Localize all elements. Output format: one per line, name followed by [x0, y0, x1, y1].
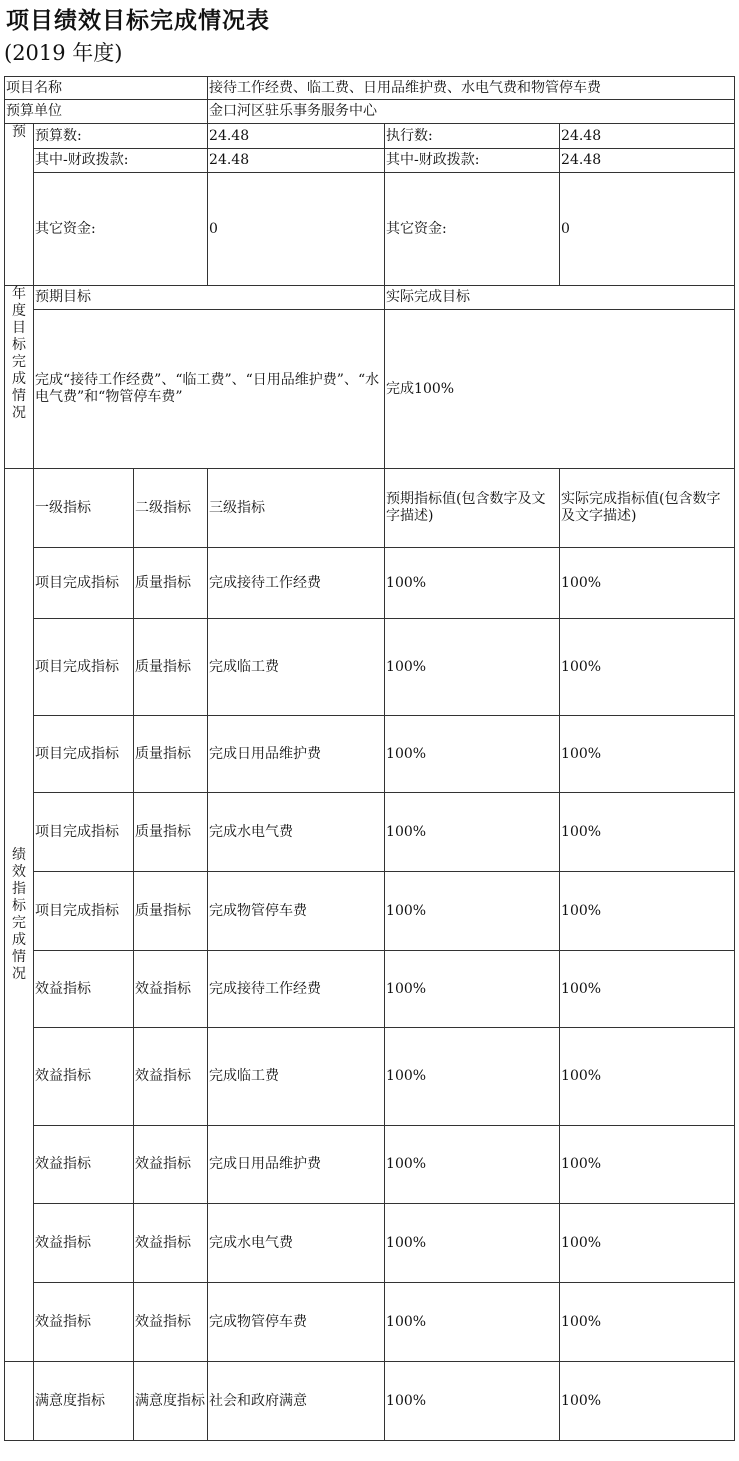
annual-section-label: 年度目标完成情况: [5, 286, 34, 469]
other-budget-value: 0: [208, 173, 385, 286]
exec-amount-label: 执行数:: [385, 124, 560, 149]
table-row: [5, 1283, 735, 1362]
level1-cell: 效益指标: [34, 1283, 134, 1362]
expected-value-cell: 100%: [385, 1362, 560, 1441]
table-row: [5, 1126, 735, 1204]
table-row: [5, 548, 735, 619]
level1-cell: 项目完成指标: [34, 619, 134, 716]
level3-cell: 完成接待工作经费: [208, 548, 385, 619]
expected-value-cell: 100%: [385, 793, 560, 872]
level2-cell: 效益指标: [134, 951, 208, 1028]
budget-amount-value: 24.48: [208, 124, 385, 149]
actual-value-cell: 100%: [560, 1028, 735, 1126]
other-exec-value: 0: [560, 173, 735, 286]
actual-value-cell: 100%: [560, 951, 735, 1028]
actual-value-cell: 100%: [560, 1126, 735, 1204]
budget-unit-row: [5, 100, 735, 124]
level3-cell: 完成临工费: [208, 1028, 385, 1126]
level3-header: 三级指标: [208, 469, 385, 548]
fiscal-budget-value: 24.48: [208, 149, 385, 173]
table-row: [5, 1204, 735, 1283]
fiscal-budget-label: 其中-财政拨款:: [34, 149, 208, 173]
expected-goal-text: 完成“接待工作经费”、“临工费”、“日用品维护费”、“水电气费”和“物管停车费”: [34, 310, 385, 469]
actual-goal-text: 完成100%: [385, 310, 735, 469]
expected-value-cell: 100%: [385, 548, 560, 619]
level1-cell: 效益指标: [34, 1126, 134, 1204]
table-row: [5, 716, 735, 793]
expected-value-cell: 100%: [385, 951, 560, 1028]
annual-content-row: [5, 310, 735, 469]
level3-cell: 社会和政府满意: [208, 1362, 385, 1441]
level1-cell: 项目完成指标: [34, 548, 134, 619]
exec-amount-value: 24.48: [560, 124, 735, 149]
actual-value-cell: 100%: [560, 793, 735, 872]
expected-value-cell: 100%: [385, 1283, 560, 1362]
level1-cell: 满意度指标: [34, 1362, 134, 1441]
expected-value-cell: 100%: [385, 872, 560, 951]
actual-value-cell: 100%: [560, 548, 735, 619]
level2-cell: 效益指标: [134, 1283, 208, 1362]
level2-cell: 质量指标: [134, 872, 208, 951]
level3-cell: 完成接待工作经费: [208, 951, 385, 1028]
annual-header-row: [5, 286, 735, 310]
project-name-value: 接待工作经费、临工费、日用品维护费、水电气费和物管停车费: [208, 77, 735, 100]
level3-cell: 完成水电气费: [208, 1204, 385, 1283]
fiscal-exec-label: 其中-财政拨款:: [385, 149, 560, 173]
fiscal-row: [5, 149, 735, 173]
level3-cell: 完成水电气费: [208, 793, 385, 872]
level2-cell: 质量指标: [134, 716, 208, 793]
level1-cell: 项目完成指标: [34, 872, 134, 951]
other-exec-label: 其它资金:: [385, 173, 560, 286]
level1-header: 一级指标: [34, 469, 134, 548]
level3-cell: 完成临工费: [208, 619, 385, 716]
page-title: 项目绩效目标完成情况表: [6, 8, 270, 34]
table-row: [5, 619, 735, 716]
table-row: [5, 1028, 735, 1126]
budget-amount-label: 预算数:: [34, 124, 208, 149]
budget-row: [5, 124, 735, 149]
actual-goal-label: 实际完成目标: [385, 286, 735, 310]
level2-cell: 效益指标: [134, 1204, 208, 1283]
level2-cell: 效益指标: [134, 1028, 208, 1126]
satisfaction-section-blank: [5, 1362, 34, 1441]
level3-cell: 完成物管停车费: [208, 1283, 385, 1362]
expected-value-cell: 100%: [385, 619, 560, 716]
budget-section-label: 预: [5, 124, 34, 286]
level1-cell: 项目完成指标: [34, 793, 134, 872]
level1-cell: 项目完成指标: [34, 716, 134, 793]
level3-cell: 完成物管停车费: [208, 872, 385, 951]
table-row: [5, 872, 735, 951]
level1-cell: 效益指标: [34, 1028, 134, 1126]
level2-cell: 质量指标: [134, 619, 208, 716]
report-year: (2019 年度): [4, 41, 123, 65]
project-name-row: [5, 77, 735, 100]
level2-cell: 质量指标: [134, 793, 208, 872]
actual-value-header: 实际完成指标值(包含数字及文字描述): [560, 469, 735, 548]
actual-value-cell: 100%: [560, 872, 735, 951]
expected-value-cell: 100%: [385, 716, 560, 793]
expected-value-cell: 100%: [385, 1126, 560, 1204]
expected-value-cell: 100%: [385, 1028, 560, 1126]
expected-goal-label: 预期目标: [34, 286, 385, 310]
actual-value-cell: 100%: [560, 716, 735, 793]
level3-cell: 完成日用品维护费: [208, 716, 385, 793]
indicator-header-row: [5, 469, 735, 548]
other-funds-row: [5, 173, 735, 286]
level3-cell: 完成日用品维护费: [208, 1126, 385, 1204]
budget-unit-value: 金口河区驻乐事务服务中心: [208, 100, 735, 124]
level1-cell: 效益指标: [34, 1204, 134, 1283]
level2-cell: 满意度指标: [134, 1362, 208, 1441]
table-row: [5, 793, 735, 872]
budget-unit-label: 预算单位: [5, 100, 208, 124]
level2-cell: 质量指标: [134, 548, 208, 619]
indicator-section-label: 绩效指标完成情况: [5, 469, 34, 1362]
level1-cell: 效益指标: [34, 951, 134, 1028]
other-budget-label: 其它资金:: [34, 173, 208, 286]
expected-value-header: 预期指标值(包含数字及文字描述): [385, 469, 560, 548]
level2-cell: 效益指标: [134, 1126, 208, 1204]
level2-header: 二级指标: [134, 469, 208, 548]
actual-value-cell: 100%: [560, 1283, 735, 1362]
actual-value-cell: 100%: [560, 1204, 735, 1283]
performance-table: [4, 76, 735, 1441]
fiscal-exec-value: 24.48: [560, 149, 735, 173]
expected-value-cell: 100%: [385, 1204, 560, 1283]
project-name-label: 项目名称: [5, 77, 208, 100]
actual-value-cell: 100%: [560, 619, 735, 716]
table-row: [5, 951, 735, 1028]
table-row: [5, 1362, 735, 1441]
actual-value-cell: 100%: [560, 1362, 735, 1441]
